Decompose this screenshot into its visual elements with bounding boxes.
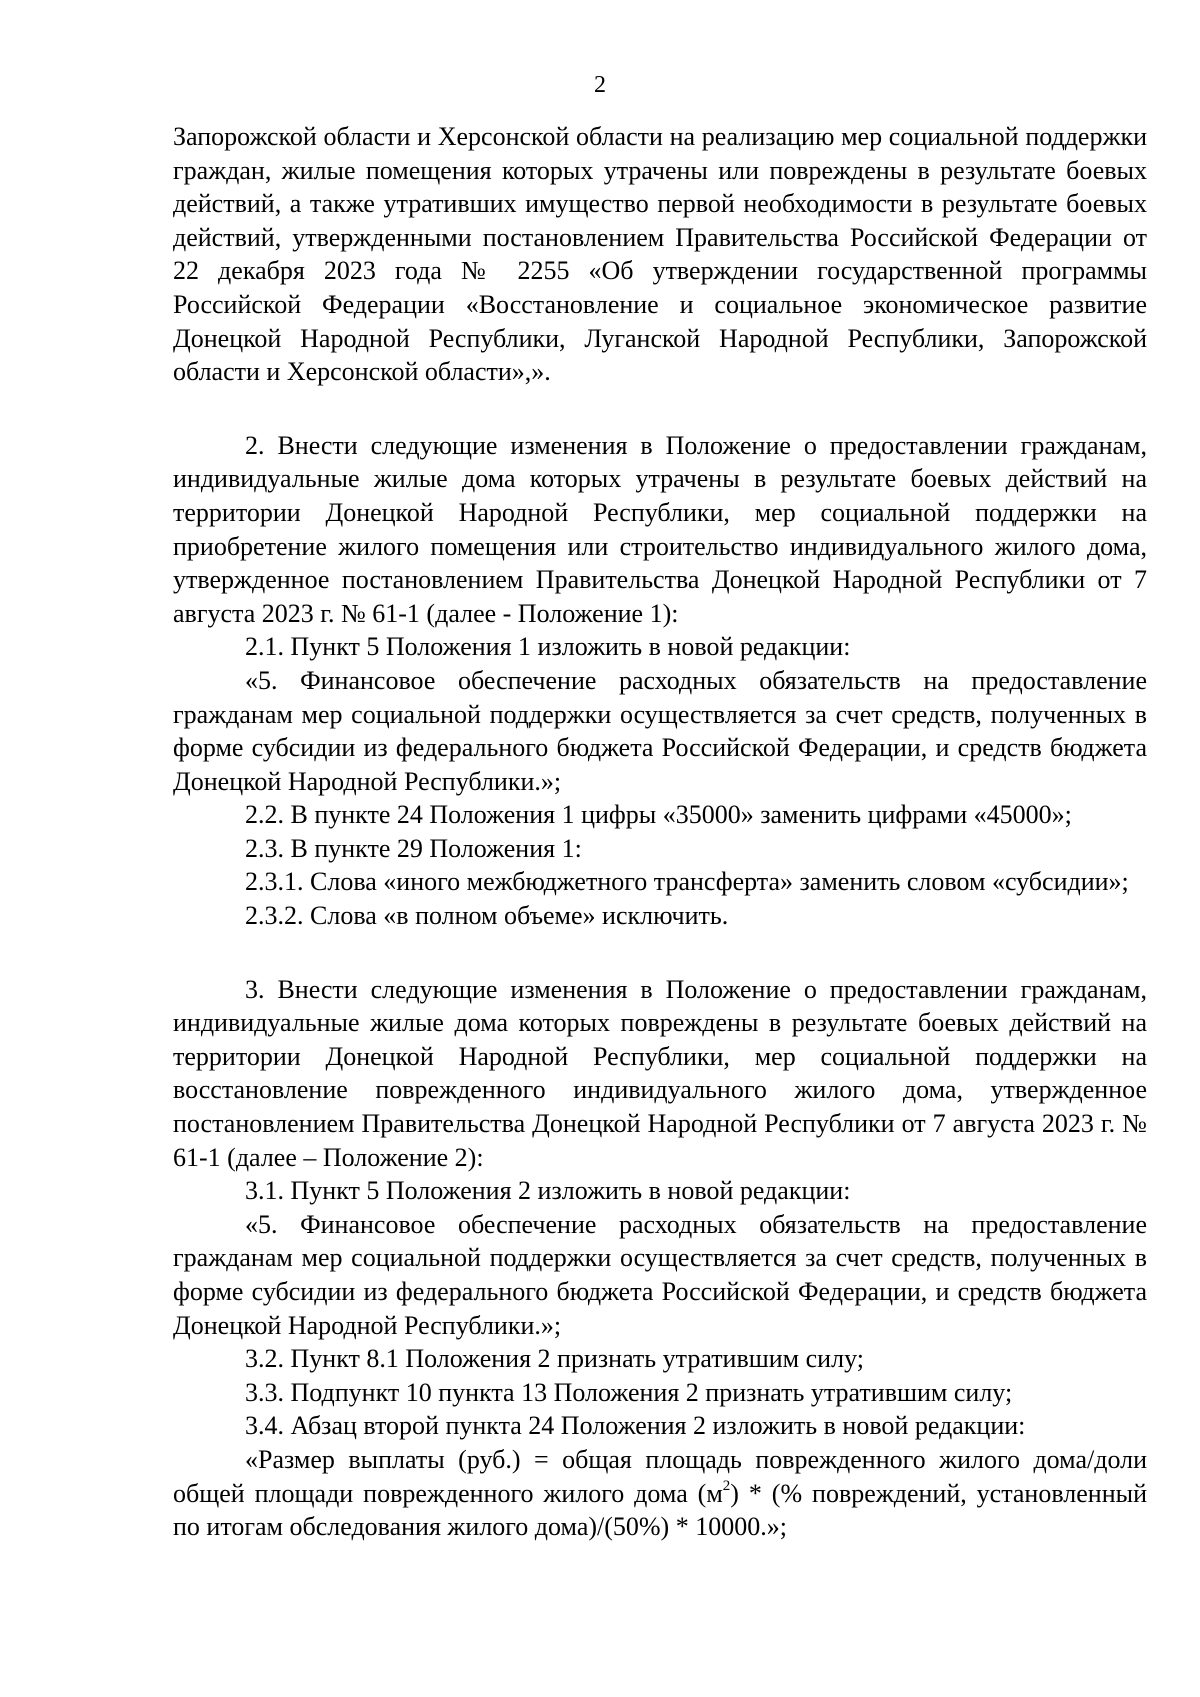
section-spacer — [173, 389, 1147, 429]
formula-superscript: 2 — [722, 1477, 731, 1494]
item-2-1: 2.1. Пункт 5 Положения 1 изложить в новой редакции: — [245, 632, 851, 662]
formula-text-end: ) * (% повреждений, установленный по итогам обследования жилого дома)/(50%) * 10000.»; — [173, 1478, 1148, 1542]
formula-paragraph — [173, 1443, 1147, 1544]
item-2-3-1: 2.3.1. Слова «иного межбюджетного трансферта» заменить словом «субсидии»; — [245, 867, 1129, 897]
item-3-1-text: «5. Финансовое обеспечение расходных обязательств на предоставление гражданам мер социальной поддержки осуществляется за счет средств, полученных в форме субсидии из федерального бюджета Российской Федерации, и средств бюджета Донецкой Народной Республики.»; — [173, 1209, 1147, 1340]
formula-text-start: «Размер выплаты (руб.) = общая площадь поврежденного жилого дома/доли общей площади поврежденного жилого дома (м — [173, 1444, 1147, 1508]
item-3-4: 3.4. Абзац второй пункта 24 Положения 2 изложить в новой редакции: — [245, 1411, 1026, 1441]
item-2-2: 2.2. В пункте 24 Положения 1 цифры «35000» заменить цифрами «45000»; — [245, 800, 1072, 830]
section-spacer — [173, 933, 1147, 973]
item-3-1: 3.1. Пункт 5 Положения 2 изложить в новой редакции: — [245, 1176, 851, 1206]
item-2-3-2: 2.3.2. Слова «в полном объеме» исключить. — [245, 901, 729, 931]
item-2-3: 2.3. В пункте 29 Положения 1: — [245, 833, 582, 863]
section-2-intro: 2. Внести следующие изменения в Положение о предоставлении гражданам, индивидуальные жилые дома которых утрачены в результате боевых действий на территории Донецкой Народной Республики, мер социальной поддержки на приобретение жилого помещения или строительство индивидуального жилого дома, утвержденное постановлением Правительства Донецкой Народной Республики от 7 августа 2023 г. № 61-1 (далее - Положение 1): — [173, 430, 1147, 628]
continuation-paragraph: Запорожской области и Херсонской области на реализацию мер социальной поддержки граждан, жилые помещения которых утрачены или повреждены в результате боевых действий, а также утративших имущество первой необходимости в результате боевых действий, утвержденными постановлением Правительства Российской Федерации от 22 декабря 2023 года № 2255 «Об утверждении государственной программы Российской Федерации «Восстановление и социальное экономическое развитие Донецкой Народной Республики, Луганской Народной Республики, Запорожской области и Херсонской области»,». — [173, 122, 1147, 387]
item-3-3: 3.3. Подпункт 10 пункта 13 Положения 2 признать утратившим силу; — [245, 1377, 1013, 1407]
item-3-2: 3.2. Пункт 8.1 Положения 2 признать утратившим силу; — [245, 1344, 864, 1374]
item-2-1-text: «5. Финансовое обеспечение расходных обязательств на предоставление гражданам мер социальной поддержки осуществляется за счет средств, полученных в форме субсидии из федерального бюджета Российской Федерации, и средств бюджета Донецкой Народной Республики.»; — [173, 665, 1147, 796]
page-number: 2 — [594, 72, 606, 98]
document-body — [173, 120, 1147, 1544]
section-3-intro: 3. Внести следующие изменения в Положение о предоставлении гражданам, индивидуальные жилые дома которых повреждены в результате боевых действий на территории Донецкой Народной Республики, мер социальной поддержки на восстановление поврежденного индивидуального жилого дома, утвержденное постановлением Правительства Донецкой Народной Республики от 7 августа 2023 г. № 61-1 (далее – Положение 2): — [173, 974, 1147, 1172]
